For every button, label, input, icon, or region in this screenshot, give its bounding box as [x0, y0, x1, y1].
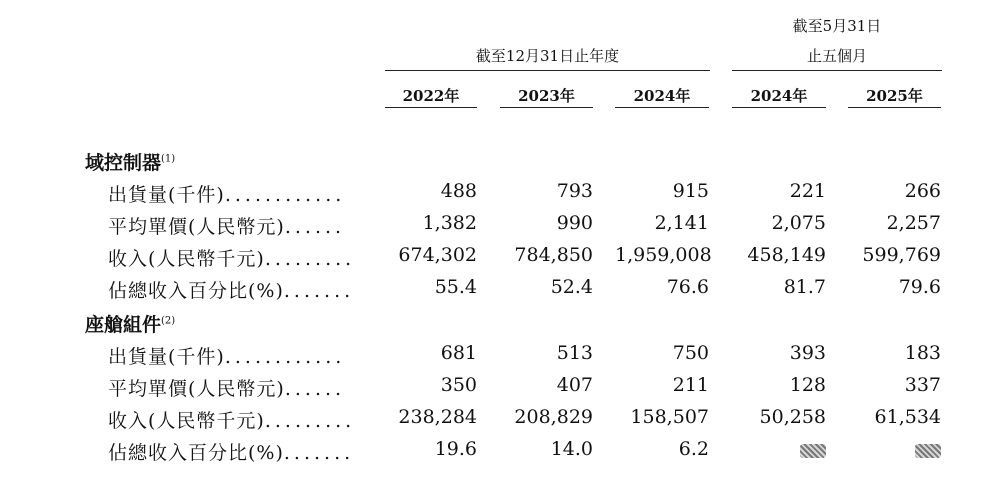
table-cell: 208,829	[514, 406, 593, 428]
year-header-2024: 2024年	[633, 87, 691, 105]
illegible-cell	[732, 438, 826, 463]
table-cell: 19.6	[434, 438, 477, 460]
table-cell: 81.7	[783, 276, 826, 298]
table-row	[0, 438, 1000, 470]
period-header-fiscal-years: 截至12月31日止年度	[475, 47, 620, 65]
table-cell: 238,284	[398, 406, 477, 428]
section-title-cockpit-components	[85, 310, 175, 337]
table-cell: 1,959,008	[615, 244, 712, 266]
header-rule-five-months	[732, 70, 942, 71]
year-rule-2024-five-months	[732, 107, 826, 108]
row-label: 佔總收入百分比(%).......	[108, 442, 355, 464]
table-cell: 784,850	[514, 244, 593, 266]
row-label: 出貨量(千件)............	[108, 184, 346, 206]
row-label: 收入(人民幣千元).........	[108, 410, 356, 432]
table-cell: 674,302	[398, 244, 477, 266]
footnote-marker: (2)	[161, 315, 176, 327]
year-header-2024-five-months: 2024年	[750, 87, 808, 105]
row-label: 出貨量(千件)............	[108, 346, 346, 368]
table-cell: 488	[440, 180, 477, 202]
table-cell: 407	[556, 374, 593, 396]
section-title-text: 域控制器	[85, 152, 162, 174]
table-cell: 2,075	[771, 212, 826, 234]
period-header-five-months-line2: 止五個月	[806, 47, 867, 65]
table-cell: 79.6	[898, 276, 941, 298]
year-header-2022: 2022年	[402, 87, 460, 105]
row-label: 佔總收入百分比(%).......	[108, 280, 355, 302]
table-cell: 2,257	[886, 212, 941, 234]
smudge-mark	[800, 444, 826, 458]
year-rule-2025-five-months	[848, 107, 941, 108]
row-label: 平均單價(人民幣元)......	[108, 378, 346, 400]
table-cell: 350	[440, 374, 477, 396]
table-row	[0, 406, 1000, 438]
table-cell: 915	[672, 180, 709, 202]
row-label: 平均單價(人民幣元)......	[108, 216, 346, 238]
section-title-domain-controller	[85, 148, 175, 175]
table-cell: 393	[789, 342, 826, 364]
table-row	[0, 244, 1000, 276]
table-cell: 599,769	[862, 244, 941, 266]
table-cell: 681	[440, 342, 477, 364]
table-cell: 513	[556, 342, 593, 364]
year-rule-2023	[500, 107, 593, 108]
table-cell: 6.2	[678, 438, 709, 460]
year-header-2025-five-months: 2025年	[866, 87, 923, 105]
smudge-mark	[915, 444, 941, 458]
table-cell: 266	[904, 180, 941, 202]
row-label: 收入(人民幣千元).........	[108, 248, 356, 270]
table-cell: 221	[789, 180, 826, 202]
year-rule-2022	[385, 107, 477, 108]
table-cell: 128	[789, 374, 826, 396]
table-cell: 458,149	[747, 244, 826, 266]
table-cell: 50,258	[759, 406, 826, 428]
table-cell: 76.6	[666, 276, 709, 298]
header-rule-fiscal-years	[385, 70, 710, 71]
table-row	[0, 276, 1000, 308]
table-row	[0, 180, 1000, 212]
table-cell: 183	[904, 342, 941, 364]
table-cell: 337	[904, 374, 941, 396]
year-rule-2024	[615, 107, 709, 108]
year-header-2023: 2023年	[518, 87, 575, 105]
illegible-cell	[848, 438, 941, 463]
table-cell: 211	[672, 374, 709, 396]
table-cell: 1,382	[422, 212, 477, 234]
table-cell: 990	[556, 212, 593, 234]
table-cell: 61,534	[874, 406, 941, 428]
table-cell: 793	[556, 180, 593, 202]
table-cell: 55.4	[434, 276, 477, 298]
table-cell: 2,141	[654, 212, 709, 234]
section-title-text: 座艙組件	[85, 314, 162, 336]
table-row	[0, 212, 1000, 244]
table-row	[0, 342, 1000, 374]
table-cell: 158,507	[630, 406, 709, 428]
period-header-five-months-line1: 截至5月31日	[792, 17, 882, 35]
table-cell: 750	[672, 342, 709, 364]
table-cell: 14.0	[550, 438, 593, 460]
table-cell: 52.4	[550, 276, 593, 298]
footnote-marker: (1)	[161, 153, 176, 165]
table-row	[0, 374, 1000, 406]
